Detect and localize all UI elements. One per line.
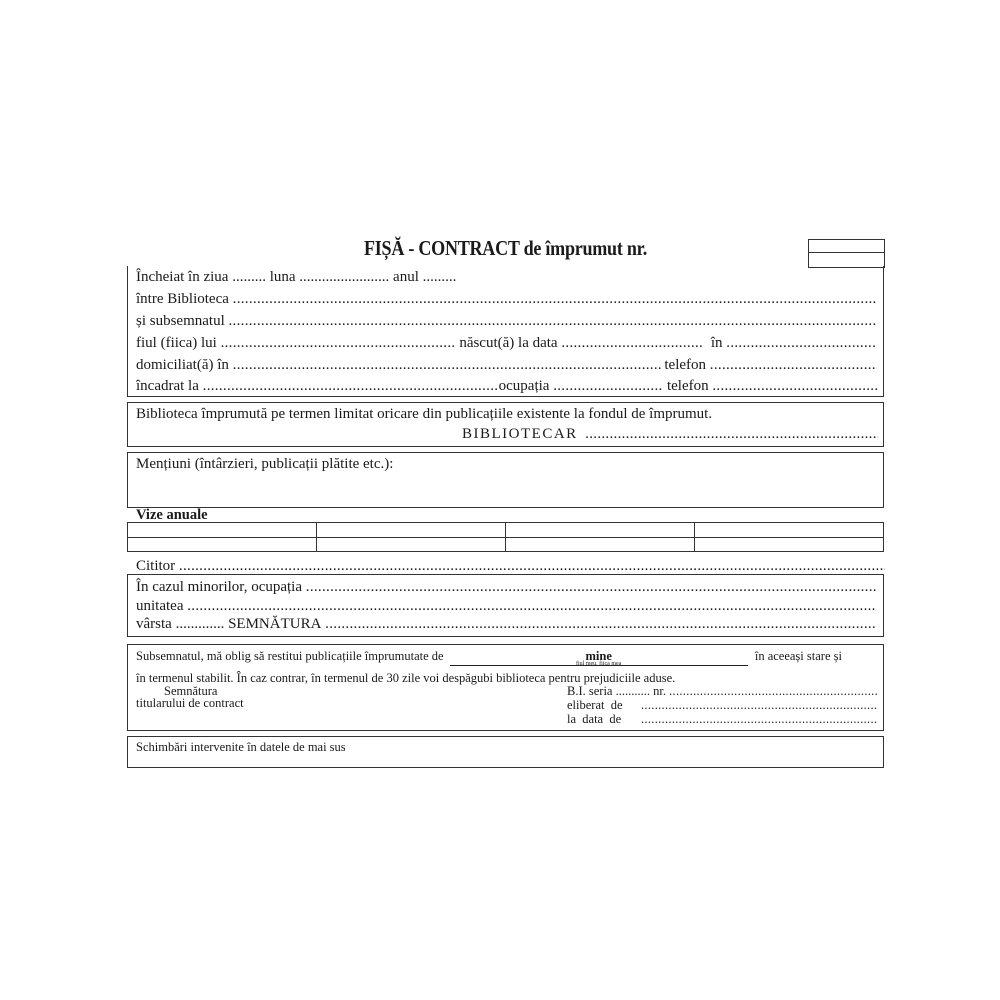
librarian-signature-line [462,425,878,443]
signature-label-line1: Semnătura [164,684,218,698]
phone-label: telefon [664,357,707,373]
id-series-field[interactable]: ........... [615,684,650,698]
visas-row [128,537,884,552]
month-label: luna [269,269,296,285]
undersigned-label: și subsemnatul [136,313,225,329]
issue-date-label: la data de [567,712,622,726]
visa-cell[interactable] [695,537,884,552]
issued-by-field[interactable] [641,698,877,712]
reader-field[interactable] [179,557,885,575]
commitment-text-end: în aceeași stare și [754,649,842,663]
work-phone-field[interactable] [712,377,878,395]
id-series-label: B.I. seria [567,684,613,698]
issued-by-label: eliberat de [567,698,623,712]
domicile-label: domiciliat(ă) în [136,357,229,373]
birth-date-label: născut(ă) la data [459,335,558,351]
contract-number-box[interactable] [808,239,885,268]
minor-occupation-field[interactable] [306,578,876,596]
signature-label-line2: titularului de contract [136,696,244,710]
undersigned-line [136,312,877,330]
employment-line [136,377,878,395]
visa-cell[interactable] [128,523,317,538]
library-field[interactable] [233,290,877,308]
phone-field[interactable] [710,356,877,374]
birth-place-field[interactable] [726,334,877,352]
id-series-line [567,684,877,698]
year-field[interactable]: ......... [422,269,457,285]
id-number-field[interactable] [669,684,877,698]
minor-age-signature-line [136,615,876,633]
borrower-relation-hint: fiul meu, fiica mea [576,661,622,667]
occupation-field[interactable] [553,377,663,395]
age-label: vârsta [136,616,172,632]
changes-label: Schimbări intervenite în datele de mai sus [136,740,346,754]
librarian-signature-field[interactable] [585,425,878,443]
issue-date-field[interactable] [641,712,877,726]
month-field[interactable]: ........................ [299,269,390,285]
age-field[interactable]: ............. [175,616,225,632]
year-label: anul [393,269,419,285]
issued-by-line [567,698,877,712]
library-label: între Biblioteca [136,291,229,307]
minor-unit-label: unitatea [136,598,184,614]
minor-unit-line [136,597,876,615]
visa-cell[interactable] [695,523,884,538]
concluded-date-line [136,268,876,286]
visa-cell[interactable] [506,523,695,538]
domicile-field[interactable] [233,356,661,374]
day-field[interactable]: ......... [232,269,266,285]
annual-visas-label: Vize anuale [136,507,208,523]
birth-date-field[interactable] [561,334,703,352]
birth-place-label: în [710,335,723,351]
form-title: FIȘĂ - CONTRACT de împrumut nr. [363,236,648,260]
minor-occupation-line [136,578,876,596]
minor-signature-field[interactable] [325,615,876,633]
number-box-divider [809,252,884,253]
parent-label: fiul (fiica) lui [136,335,217,351]
employer-field[interactable] [203,377,499,395]
parent-birth-line [136,334,877,352]
mentions-label: Mențiuni (întârzieri, publicații plătite etc.): [136,456,394,472]
reader-line [136,557,885,575]
visa-cell[interactable] [506,537,695,552]
day-label: Încheiat în ziua [136,269,229,285]
undersigned-field[interactable] [229,312,878,330]
id-number-label: nr. [653,684,666,698]
minor-signature-label: SEMNĂTURA [228,616,322,632]
borrower-relation-value: mine [585,649,612,663]
minor-occupation-label: În cazul minorilor, ocupația [136,579,303,595]
parent-field[interactable] [221,334,456,352]
reader-label: Cititor [136,558,176,574]
visa-cell[interactable] [317,537,506,552]
commitment-text-start: Subsemnatul, mă oblig să restitui publicațiile împrumutate de [136,649,444,663]
work-phone-label: telefon [666,378,709,394]
visa-cell[interactable] [317,523,506,538]
visa-cell[interactable] [128,537,317,552]
issue-date-line [567,712,877,726]
annual-visas-table [127,522,884,552]
minor-unit-field[interactable] [187,597,876,615]
occupation-label: ocupația [498,378,550,394]
commitment-line-2: în termenul stabilit. În caz contrar, în termenul de 30 zile voi despăgubi biblioteca pentru prejudiciile aduse. [136,671,676,685]
employer-label: încadrat la [136,378,199,394]
visas-row [128,523,884,538]
library-line [136,290,877,308]
signature-label [136,685,244,709]
commitment-line-1 [136,647,881,666]
library-statement-text: Biblioteca împrumută pe termen limitat oricare din publicațiile existente la fondul de împrumut. [136,406,713,422]
librarian-label: BIBLIOTECAR [462,426,578,442]
domicile-line [136,356,877,374]
